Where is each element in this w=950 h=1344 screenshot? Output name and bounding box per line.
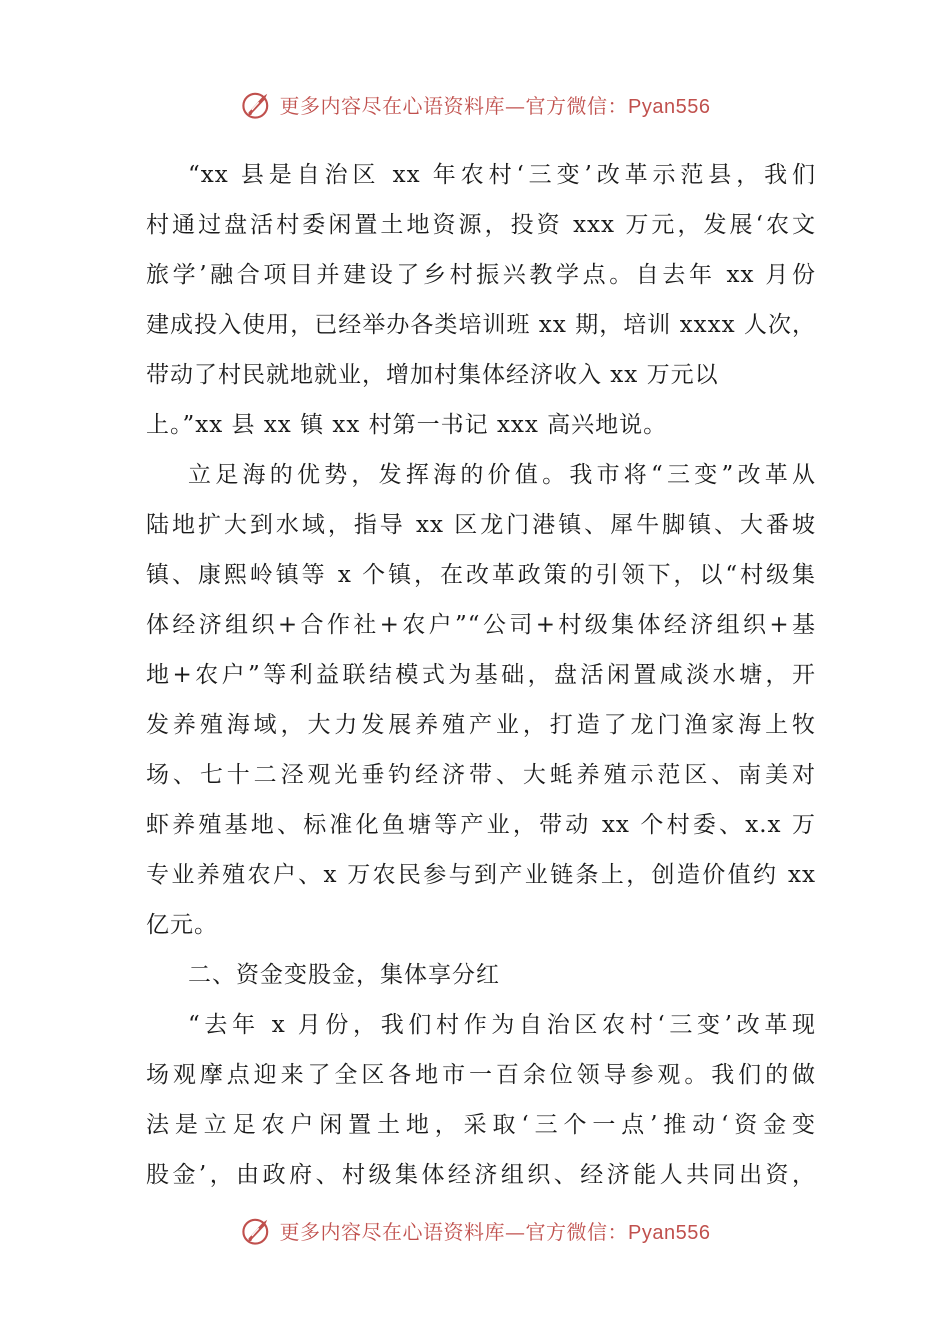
watermark-banner-bottom <box>0 1210 950 1250</box>
paragraph-line: “去年 x 月份，我们村作为自治区农村‘三变’改革现 <box>188 1012 816 1038</box>
paragraph-line: 陆地扩大到水域，指导 xx 区龙门港镇、犀牛脚镇、大番坡 <box>146 512 816 538</box>
watermark-label: 更多内容尽在心语资料库—官方微信： <box>279 93 629 118</box>
watermark-inner <box>240 87 711 121</box>
paragraph-line: 带动了村民就地就业，增加村集体经济收入 xx 万元以 <box>146 362 719 388</box>
paragraph-line: “xx 县是自治区 xx 年农村‘三变’改革示范县，我们 <box>188 162 816 188</box>
watermark-text <box>280 1216 711 1245</box>
paragraph-line: 村通过盘活村委闲置土地资源，投资 xxx 万元，发展‘农文 <box>146 212 816 238</box>
paragraph-line: 场观摩点迎来了全区各地市一百余位领导参观。我们的做 <box>146 1062 816 1088</box>
paragraph-line: 亿元。 <box>146 912 218 938</box>
watermark-text <box>280 90 711 119</box>
paragraph-line: 场、七十二泾观光垂钓经济带、大蚝养殖示范区、南美对 <box>146 762 816 788</box>
paragraph-line: 镇、康熙岭镇等 x 个镇，在改革政策的引领下，以“村级集 <box>146 562 816 588</box>
paragraph-line: 虾养殖基地、标准化鱼塘等产业，带动 xx 个村委、x.x 万 <box>146 812 816 838</box>
watermark-handle: Pyan556 <box>628 95 711 118</box>
watermark-inner <box>240 1213 711 1247</box>
paragraph-line: 法是立足农户闲置土地，采取‘三个一点’推动‘资金变 <box>146 1112 816 1138</box>
pen-nib-circle-icon <box>240 1213 274 1247</box>
watermark-label: 更多内容尽在心语资料库—官方微信： <box>279 1219 629 1244</box>
watermark-handle: Pyan556 <box>628 1221 711 1244</box>
paragraph-line: 体经济组织+合作社+农户”“公司+村级集体经济组织+基 <box>146 612 816 638</box>
paragraph-line: 建成投入使用，已经举办各类培训班 xx 期，培训 xxxx 人次， <box>146 312 816 338</box>
paragraph-line: 发养殖海域，大力发展养殖产业，打造了龙门渔家海上牧 <box>146 712 816 738</box>
section-heading: 二、资金变股金，集体享分红 <box>188 962 500 988</box>
paragraph-line: 股金’，由政府、村级集体经济组织、经济能人共同出资， <box>146 1162 816 1188</box>
document-body <box>146 150 816 1200</box>
paragraph-line: 专业养殖农户、x 万农民参与到产业链条上，创造价值约 xx <box>146 862 816 888</box>
pen-nib-circle-icon <box>240 87 274 121</box>
paragraph-line: 地+农户”等利益联结模式为基础，盘活闲置咸淡水塘，开 <box>146 662 816 688</box>
paragraph-line: 上。”xx 县 xx 镇 xx 村第一书记 xxx 高兴地说。 <box>146 412 668 438</box>
watermark-banner-top <box>0 84 950 124</box>
paragraph-line: 立足海的优势，发挥海的价值。我市将“三变”改革从 <box>188 462 816 488</box>
paragraph-line: 旅学’融合项目并建设了乡村振兴教学点。自去年 xx 月份 <box>146 262 816 288</box>
